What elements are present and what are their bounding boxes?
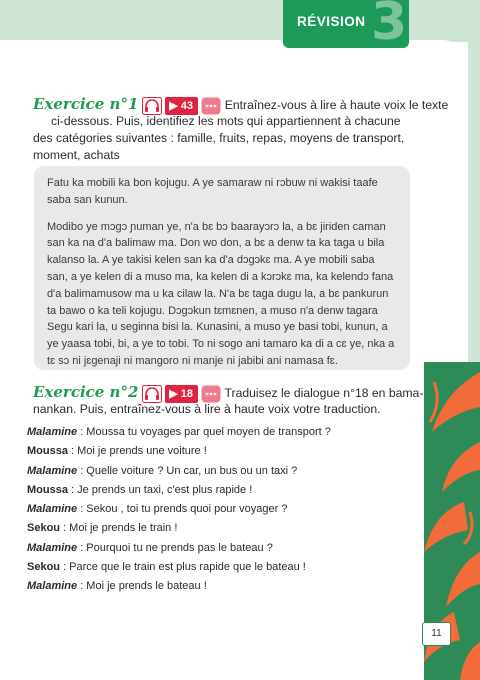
revision-tab	[283, 0, 409, 52]
exercise-1-header	[33, 96, 448, 115]
speaker-name: Malamine	[27, 464, 78, 477]
exercise-1-title: Exercice n°1	[33, 95, 139, 113]
revision-label: RÉVISION	[297, 14, 366, 29]
speaker-name: Malamine	[27, 580, 78, 593]
speaker-name: Malamine	[27, 426, 78, 438]
dialogue-text: : Pourquoi tu ne prends pas le bateau ?	[77, 541, 273, 554]
exercise-1-instruction-line: moment, achats	[33, 148, 120, 162]
page-number: 11	[422, 622, 451, 646]
speaker-name: Malamine	[27, 503, 78, 516]
audio-track-badge[interactable]: ▶ 18	[165, 385, 198, 403]
exercise-1-instruction-line: des catégories suivantes : famille, fruits, repas, moyens de transport,	[33, 131, 405, 145]
dialogue-line	[27, 423, 407, 442]
dialogue-text: : Moussa tu voyages par quel moyen de transport ?	[77, 426, 331, 438]
bambara-paragraph: Modibo ye mɔgɔ ɲuman ye, n'a bɛ bɔ baarayɔrɔ la, a bɛ jiriden caman san ka na d'a balimaw ma. Don wo don, a bɛ a denw ta ka taga u bila kalanso la. A ye takisi kelen san ka d'a dɔgɔkɛ ma. A ye mobili saba san, a ye kelen di a muso ma, ka kelen di a kɔrɔkɛ ma, ka kelendɔ fana d'a balimamusow ma u ka cilaw la. N'a bɛ taga dugu la, a bɛ pankurun ta bawo o ka teli kojugu. Dɔgɔkun tɛmɛnen, a muso n'a denw tagara Segu kari la, u seginna bisi la. Kunasini, a muso ye basi tobi, kunun, a ye yaasa tobi, bi, a ye to tobi. To ni sogo ani tamaro ka di a cɛ ye, nka a tɛ sɔ ni jɛgenaji ni mangoro ni manje ni jabibi ani namasa fɛ.	[47, 220, 395, 367]
exercise-2-instruction-line: Traduisez le dialogue n°18 en bama-	[224, 386, 424, 400]
dialogue-line	[27, 539, 407, 558]
dialogue-text: : Parce que le train est plus rapide que le bateau !	[60, 561, 306, 574]
dialogue-line	[27, 519, 407, 538]
dialogue-line	[27, 558, 407, 577]
speaker-name: Sekou	[27, 561, 61, 574]
dialogue-line	[27, 500, 407, 519]
exercise-2-header	[33, 384, 423, 403]
dialogue-line	[27, 481, 407, 500]
speaker-name: Moussa	[27, 445, 68, 458]
bambara-paragraph: Fatu ka mobili ka bon kojugu. A ye samaraw ni rɔbuw ni wakisi taafe saba san kunun.	[47, 177, 378, 206]
speaker-name: Sekou	[27, 522, 61, 535]
speaker-name: Malamine	[27, 541, 78, 554]
dialogue-text: : Quelle voiture ? Un car, un bus ou un taxi ?	[77, 464, 298, 477]
dialogue-text: : Je prends un taxi, c'est plus rapide !	[67, 483, 253, 496]
dialogue-text: : Sekou , toi tu prends quoi pour voyager ?	[77, 503, 288, 516]
audio-track-badge[interactable]: ▶ 43	[165, 97, 198, 115]
dialogue-text: : Moi je prends une voiture !	[67, 445, 207, 458]
dialogue-text: : Moi je prends le bateau !	[77, 580, 207, 593]
exercise-2-instruction-line: nankan. Puis, entraînez-vous à lire à haute voix votre traduction.	[33, 402, 381, 416]
bambara-text-box	[34, 166, 410, 370]
dialogue-list	[27, 423, 407, 597]
exercise-1-instruction-line: ci-dessous. Puis, identifiez les mots qui appartiennent à chacune	[51, 114, 401, 128]
revision-number: 3	[371, 0, 408, 52]
dialogue-line	[27, 577, 407, 596]
dialogue-line	[27, 442, 407, 461]
exercise-1-instruction-line: Entraînez-vous à lire à haute voix le texte	[224, 98, 449, 112]
exercise-2-title: Exercice n°2	[33, 383, 139, 401]
speaker-name: Moussa	[27, 483, 68, 496]
dialogue-line	[27, 462, 407, 481]
track-number: 18	[180, 387, 193, 400]
dialogue-text: : Moi je prends le train !	[60, 522, 178, 535]
track-number: 43	[180, 99, 193, 112]
